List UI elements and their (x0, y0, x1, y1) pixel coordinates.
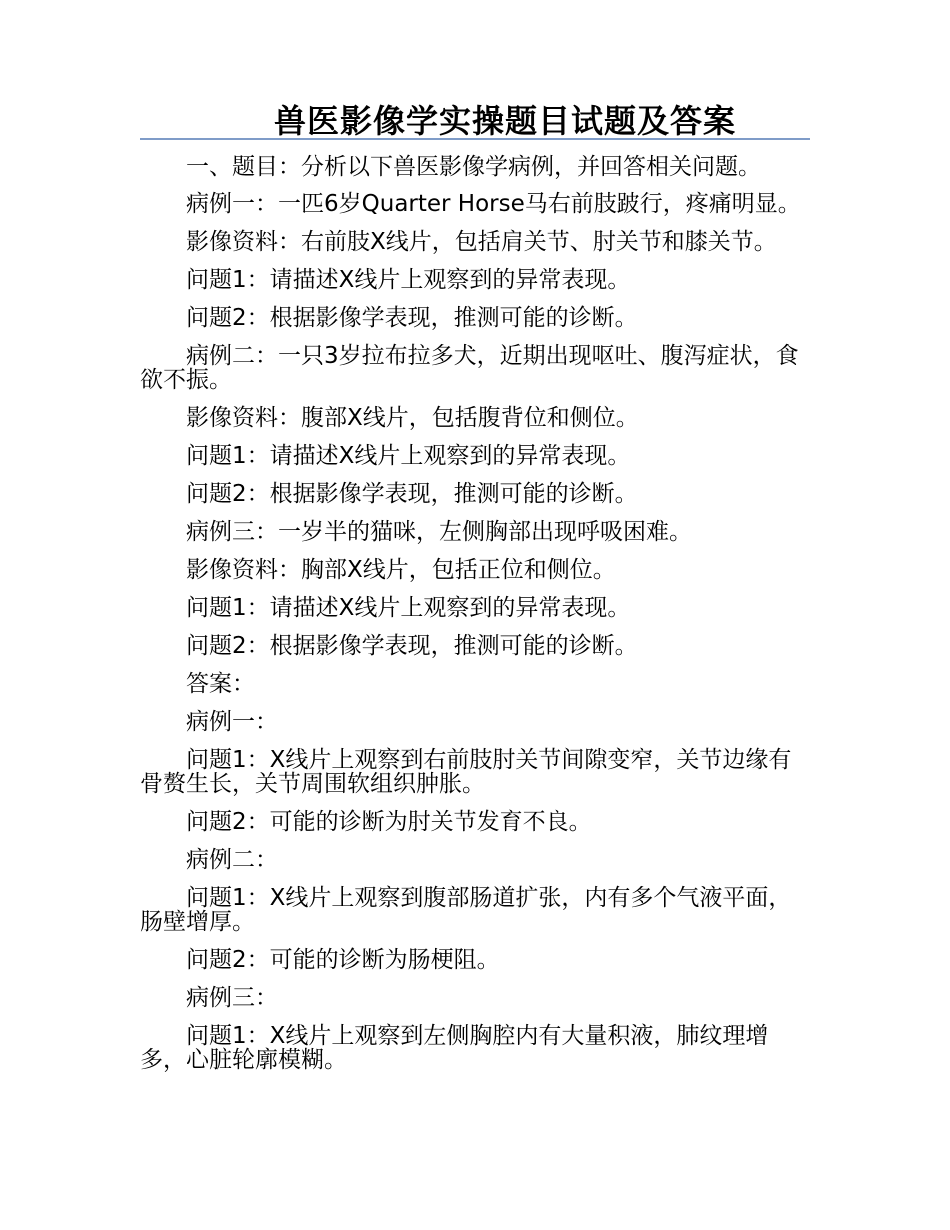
document-title: 兽医影像学实操题目试题及答案 (140, 102, 810, 140)
paragraph: 问题1：X线片上观察到右前肢肘关节间隙变窄，关节边缘有骨赘生长，关节周围软组织肿胀。 (140, 747, 792, 797)
document-body (140, 155, 805, 1072)
paragraph: 问题2：根据影像学表现，推测可能的诊断。 (186, 481, 638, 507)
paragraph: 问题2：根据影像学表现，推测可能的诊断。 (186, 633, 638, 659)
paragraph: 问题1：X线片上观察到左侧胸腔内有大量积液，肺纹理增多，心脏轮廓模糊。 (140, 1023, 769, 1073)
paragraph: 问题2：根据影像学表现，推测可能的诊断。 (186, 305, 638, 331)
paragraph: 病例一： (186, 709, 278, 735)
paragraph: 问题1：请描述X线片上观察到的异常表现。 (186, 267, 631, 293)
paragraph: 影像资料：右前肢X线片，包括肩关节、肘关节和膝关节。 (186, 229, 777, 255)
paragraph: 答案： (186, 671, 255, 697)
paragraph: 病例三： (186, 985, 278, 1011)
paragraph: 问题2：可能的诊断为肠梗阻。 (186, 947, 500, 973)
paragraph: 问题1：X线片上观察到腹部肠道扩张，内有多个气液平面，肠壁增厚。 (140, 885, 792, 935)
paragraph: 影像资料：胸部X线片，包括正位和侧位。 (186, 557, 616, 583)
paragraph: 病例二：一只3岁拉布拉多犬，近期出现呕吐、腹泻症状，食欲不振。 (140, 343, 799, 393)
paragraph: 问题1：请描述X线片上观察到的异常表现。 (186, 443, 631, 469)
paragraph: 影像资料：腹部X线片，包括腹背位和侧位。 (186, 405, 639, 431)
paragraph: 问题1：请描述X线片上观察到的异常表现。 (186, 595, 631, 621)
paragraph: 病例三：一岁半的猫咪，左侧胸部出现呼吸困难。 (186, 519, 692, 545)
paragraph: 病例二： (186, 847, 278, 873)
paragraph: 一、题目：分析以下兽医影像学病例，并回答相关问题。 (186, 154, 761, 180)
paragraph: 问题2：可能的诊断为肘关节发育不良。 (186, 809, 592, 835)
paragraph: 病例一：一匹6岁Quarter Horse马右前肢跛行，疼痛明显。 (186, 191, 801, 217)
